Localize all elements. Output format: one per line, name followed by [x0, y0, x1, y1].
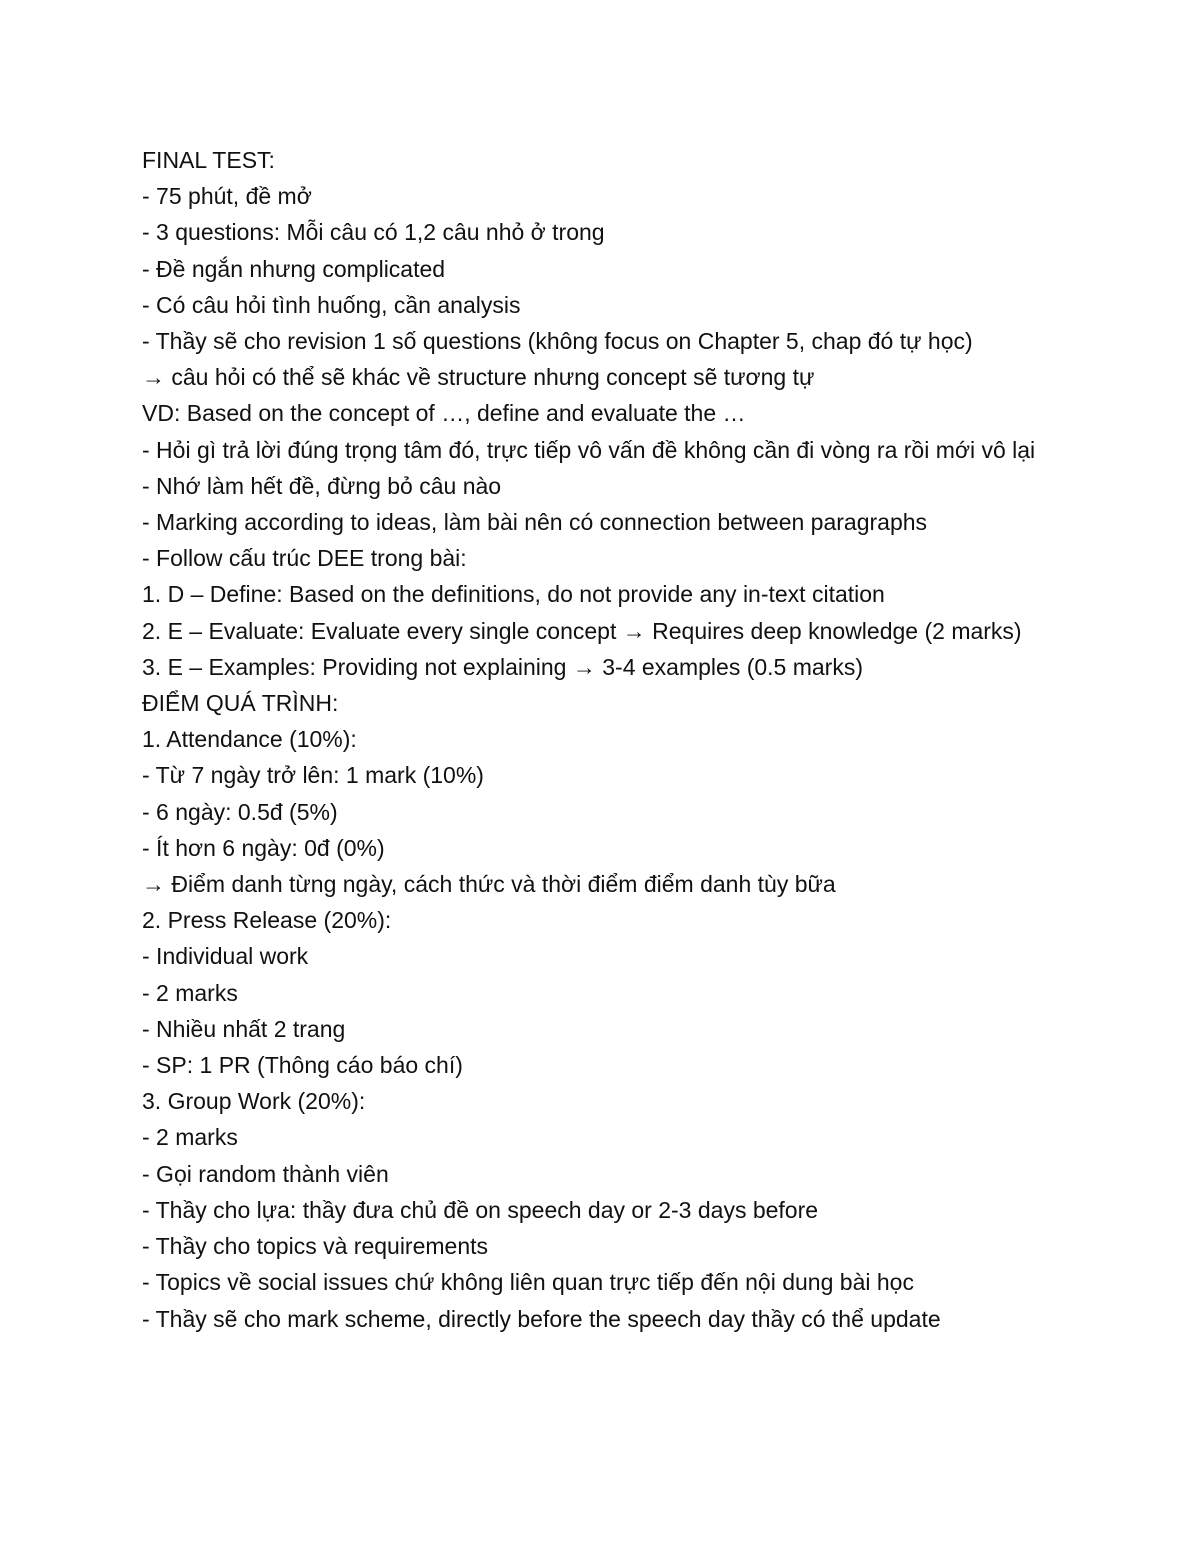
text-line: - Individual work	[142, 943, 309, 970]
list-item: 3. Group Work (20%):	[142, 1088, 366, 1115]
text-line: → câu hỏi có thể sẽ khác về structure nhưng concept sẽ tương tự	[142, 364, 815, 391]
text-line: - Ít hơn 6 ngày: 0đ (0%)	[142, 834, 385, 861]
text-line: - Marking according to ideas, làm bài nên có connection between paragraphs	[142, 509, 928, 536]
text-line: - 3 questions: Mỗi câu có 1,2 câu nhỏ ở trong	[142, 219, 605, 246]
list-item: 2. E – Evaluate: Evaluate every single concept → Requires deep knowledge (2 marks)	[142, 617, 1022, 644]
text-line: - Topics về social issues chứ không liên quan trực tiếp đến nội dung bài học	[142, 1269, 914, 1296]
text-line: → Điểm danh từng ngày, cách thức và thời điểm điểm danh tùy bữa	[142, 871, 836, 898]
heading-diem-qua-trinh: ĐIỂM QUÁ TRÌNH:	[142, 690, 339, 717]
text-line: - Thầy cho lựa: thầy đưa chủ đề on speech day or 2-3 days before	[142, 1196, 819, 1223]
text-line: - 75 phút, đề mở	[142, 183, 312, 210]
document-body	[142, 142, 1072, 1337]
text-line: - SP: 1 PR (Thông cáo báo chí)	[142, 1052, 463, 1079]
text-line: - Đề ngắn nhưng complicated	[142, 255, 446, 282]
text-line: - Hỏi gì trả lời đúng trọng tâm đó, trực tiếp vô vấn đề không cần đi vòng ra rồi mới vô lại	[142, 436, 1036, 463]
text-line: - Follow cấu trúc DEE trong bài:	[142, 545, 467, 572]
text-line: - Thầy sẽ cho mark scheme, directly before the speech day thầy có thể update	[142, 1305, 941, 1332]
list-item: 2. Press Release (20%):	[142, 907, 392, 934]
text-line: - Từ 7 ngày trở lên: 1 mark (10%)	[142, 762, 484, 789]
text-line: - 2 marks	[142, 1124, 238, 1151]
text-line: - Nhiều nhất 2 trang	[142, 1015, 346, 1042]
text-line: - Thầy sẽ cho revision 1 số questions (không focus on Chapter 5, chap đó tự học)	[142, 328, 973, 355]
text-line: VD: Based on the concept of …, define and evaluate the …	[142, 400, 746, 427]
text-line: - Nhớ làm hết đề, đừng bỏ câu nào	[142, 472, 502, 499]
list-item: 1. Attendance (10%):	[142, 726, 357, 753]
text-line: - 2 marks	[142, 979, 238, 1006]
heading-final-test: FINAL TEST:	[142, 147, 275, 173]
text-line: - 6 ngày: 0.5đ (5%)	[142, 798, 338, 825]
list-item: 1. D – Define: Based on the definitions, do not provide any in-text citation	[142, 581, 885, 608]
text-line: - Có câu hỏi tình huống, cần analysis	[142, 291, 521, 318]
text-line: - Thầy cho topics và requirements	[142, 1233, 489, 1260]
text-line: - Gọi random thành viên	[142, 1160, 389, 1187]
list-item: 3. E – Examples: Providing not explaining → 3-4 examples (0.5 marks)	[142, 653, 863, 680]
